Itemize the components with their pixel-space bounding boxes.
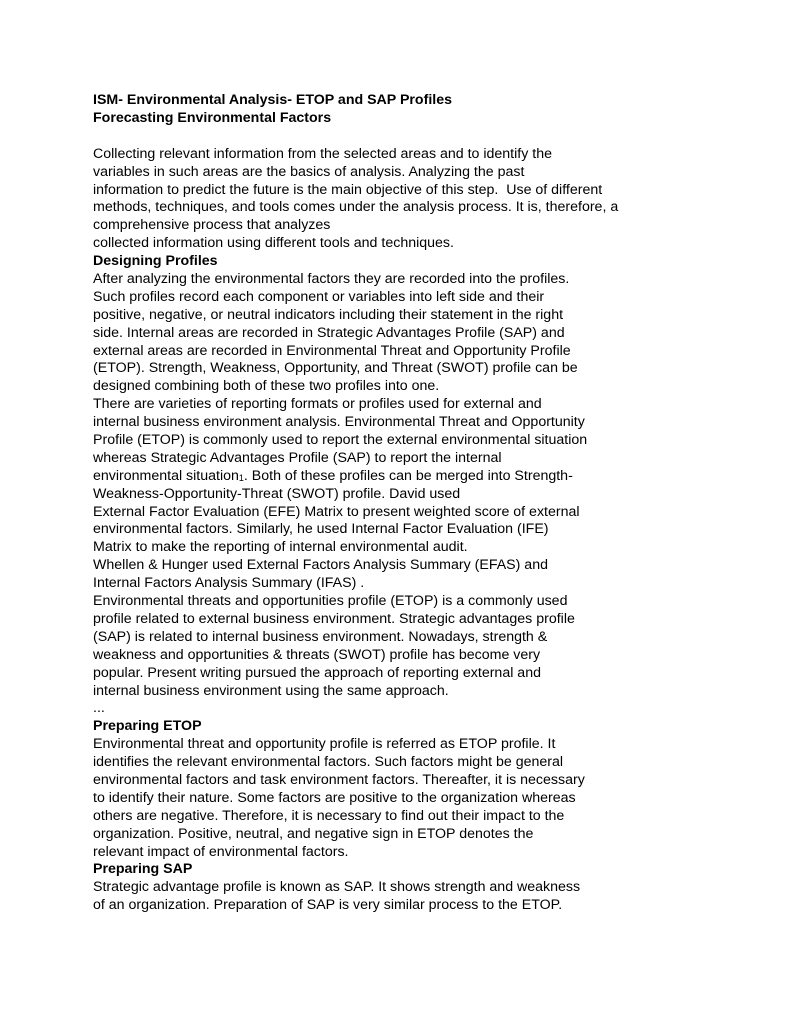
text-line: Strategic advantage profile is known as SAP. It shows strength and weakness xyxy=(93,879,581,896)
text-line: weakness and opportunities & threats (SWOT) profile has become very xyxy=(93,646,541,663)
text-line: popular. Present writing pursued the approach of reporting external and xyxy=(93,664,541,681)
text-line: After analyzing the environmental factors they are recorded into the profiles. xyxy=(93,271,570,288)
text-fragment: environmental situation xyxy=(93,467,239,484)
text-line: positive, negative, or neutral indicators including their statement in the right xyxy=(93,306,564,323)
text-line: others are negative. Therefore, it is necessary to find out their impact to the xyxy=(93,807,565,824)
text-line: (ETOP). Strength, Weakness, Opportunity, and Threat (SWOT) profile can be xyxy=(93,360,578,377)
section-heading-designing-profiles: Designing Profiles xyxy=(93,253,218,270)
text-line: Whellen & Hunger used External Factors Analysis Summary (EFAS) and xyxy=(93,557,548,574)
text-line: environmental factors. Similarly, he used Internal Factor Evaluation (IFE) xyxy=(93,521,549,538)
intro-paragraph xyxy=(93,146,693,253)
sap-paragraph xyxy=(93,879,693,915)
text-line: Collecting relevant information from the selected areas and to identify the xyxy=(93,145,552,162)
text-line: Such profiles record each component or variables into left side and their xyxy=(93,288,545,305)
text-line: side. Internal areas are recorded in Strategic Advantages Profile (SAP) and xyxy=(93,324,565,341)
designing-paragraph xyxy=(93,271,693,718)
text-line: identifies the relevant environmental factors. Such factors might be general xyxy=(93,754,564,771)
spacer xyxy=(93,128,693,146)
text-line: designed combining both of these two profiles into one. xyxy=(93,378,440,395)
text-line: methods, techniques, and tools comes under the analysis process. It is, therefore, a xyxy=(93,199,619,216)
text-line: There are varieties of reporting formats or profiles used for external and xyxy=(93,396,542,413)
text-line: External Factor Evaluation (EFE) Matrix to present weighted score of external xyxy=(93,503,580,520)
text-line: internal business environment analysis. Environmental Threat and Opportunity xyxy=(93,414,585,431)
text-line: collected information using different tools and techniques. xyxy=(93,235,454,252)
text-line: profile related to external business environment. Strategic advantages profile xyxy=(93,610,575,627)
text-line: Internal Factors Analysis Summary (IFAS) . xyxy=(93,575,365,592)
text-line: relevant impact of environmental factors. xyxy=(93,843,349,860)
etop-paragraph xyxy=(93,736,693,861)
section-heading-preparing-sap: Preparing SAP xyxy=(93,861,193,878)
text-fragment: . Both of these profiles can be merged into Strength- xyxy=(243,467,573,484)
text-line: environmental factors and task environment factors. Thereafter, it is necessary xyxy=(93,771,585,788)
text-line: to identify their nature. Some factors are positive to the organization whereas xyxy=(93,789,576,806)
text-line: Environmental threats and opportunities profile (ETOP) is a commonly used xyxy=(93,593,568,610)
text-line-with-footnote xyxy=(93,468,693,486)
text-line: organization. Positive, neutral, and negative sign in ETOP denotes the xyxy=(93,825,534,842)
text-line: internal business environment using the same approach. xyxy=(93,682,449,699)
document-title: ISM- Environmental Analysis- ETOP and SAP Profiles xyxy=(93,92,452,108)
text-line: of an organization. Preparation of SAP is very similar process to the ETOP. xyxy=(93,897,563,914)
document-page xyxy=(93,92,693,915)
text-line: variables in such areas are the basics of analysis. Analyzing the past xyxy=(93,163,525,180)
text-line: Environmental threat and opportunity profile is referred as ETOP profile. It xyxy=(93,736,556,753)
section-heading-preparing-etop: Preparing ETOP xyxy=(93,718,202,735)
text-line: comprehensive process that analyzes xyxy=(93,217,331,234)
text-line: whereas Strategic Advantages Profile (SAP) to report the internal xyxy=(93,449,502,466)
section-heading-forecasting: Forecasting Environmental Factors xyxy=(93,109,332,126)
text-line: information to predict the future is the main objective of this step. Use of different xyxy=(93,181,603,198)
ellipsis-line: ... xyxy=(93,700,105,717)
text-line: Matrix to make the reporting of internal environmental audit. xyxy=(93,539,468,556)
text-line: Profile (ETOP) is commonly used to report the external environmental situation xyxy=(93,432,588,449)
footnote-marker: 1 xyxy=(238,472,244,483)
text-line: Weakness-Opportunity-Threat (SWOT) profile. David used xyxy=(93,485,461,502)
text-line: external areas are recorded in Environmental Threat and Opportunity Profile xyxy=(93,342,571,359)
text-line: (SAP) is related to internal business environment. Nowadays, strength & xyxy=(93,628,548,645)
